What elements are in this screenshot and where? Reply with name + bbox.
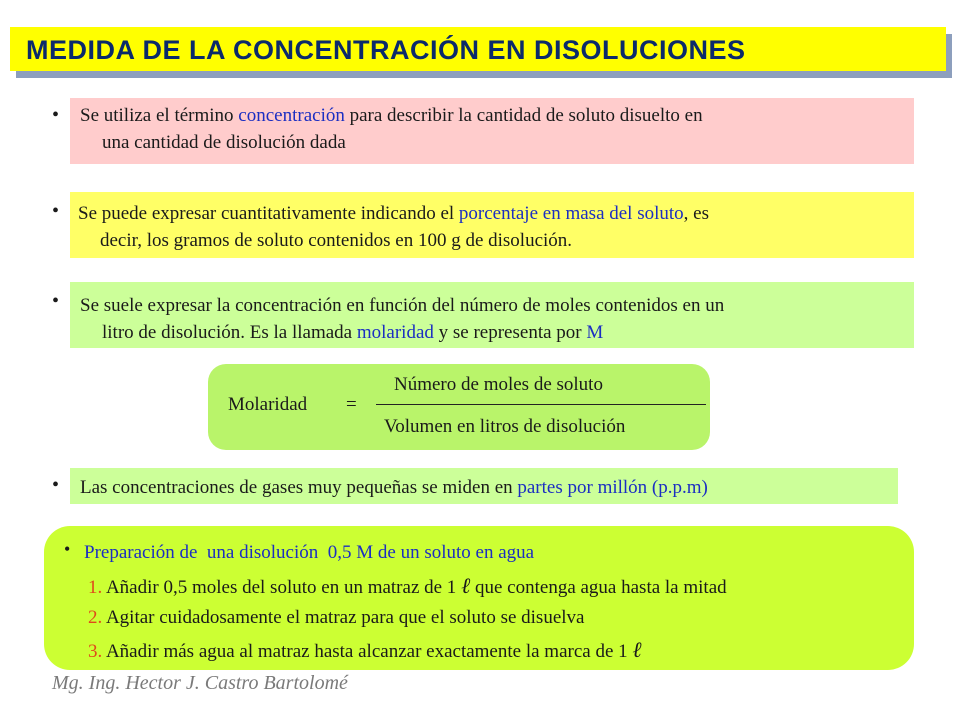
molarity-text bbox=[80, 292, 906, 346]
step-2-number: 2. bbox=[88, 607, 103, 628]
ppm-term: partes por millón (p.p.m) bbox=[517, 477, 708, 498]
concentration-text bbox=[80, 102, 906, 156]
percentage-text-b: , es bbox=[683, 203, 709, 224]
step-2-text: Agitar cuidadosamente el matraz para que el soluto se disuelva bbox=[102, 607, 585, 628]
percentage-text-line2: decir, los gramos de soluto contenidos en 100 g de disolución. bbox=[100, 230, 573, 251]
molarity-term: molaridad bbox=[356, 322, 434, 343]
concentration-text-a: Se utiliza el término bbox=[80, 105, 239, 126]
ppm-text bbox=[80, 474, 900, 501]
step-3-text: Añadir más agua al matraz hasta alcanzar exactamente la marca de 1 bbox=[102, 641, 633, 662]
concentration-text-b: para describir la cantidad de soluto disuelto en bbox=[344, 105, 703, 126]
percentage-text bbox=[78, 200, 906, 254]
molarity-symbol: M bbox=[586, 322, 604, 343]
preparation-heading: Preparación de una disolución 0,5 M de un soluto en agua bbox=[84, 542, 535, 563]
percentage-text-a: Se puede expresar cuantitativamente indicando el bbox=[78, 203, 459, 224]
formula-lhs: Molaridad bbox=[228, 394, 308, 415]
fraction-line bbox=[376, 404, 706, 405]
molarity-text-b: y se representa por bbox=[433, 322, 587, 343]
step-1-text-b: que contenga agua hasta la mitad bbox=[470, 577, 727, 598]
author-footer: Mg. Ing. Hector J. Castro Bartolomé bbox=[52, 672, 348, 694]
bullet-1: • bbox=[52, 104, 60, 126]
ppm-text-a: Las concentraciones de gases muy pequeñas se miden en bbox=[80, 477, 518, 498]
formula-equals: = bbox=[346, 394, 357, 415]
molarity-text-line1: Se suele expresar la concentración en función del número de moles contenidos en un bbox=[80, 295, 725, 316]
bullet-2: • bbox=[52, 200, 60, 222]
concentration-text-line2: una cantidad de disolución dada bbox=[102, 132, 346, 153]
molarity-text-a: litro de disolución. Es la llamada bbox=[102, 322, 357, 343]
liter-symbol-3: ℓ bbox=[632, 637, 642, 662]
bullet-3: • bbox=[52, 290, 60, 312]
preparation-step-1 bbox=[88, 572, 727, 601]
bullet-5: • bbox=[64, 539, 71, 559]
preparation-step-2 bbox=[88, 604, 584, 631]
step-1-text-a: Añadir 0,5 moles del soluto en un matraz de 1 bbox=[102, 577, 462, 598]
preparation-step-3 bbox=[88, 636, 642, 665]
formula-numerator: Número de moles de soluto bbox=[394, 374, 603, 395]
concentration-term: concentración bbox=[238, 105, 345, 126]
liter-symbol-1: ℓ bbox=[461, 573, 471, 598]
molarity-formula bbox=[208, 364, 710, 450]
formula-denominator: Volumen en litros de disolución bbox=[384, 416, 626, 437]
title-bar bbox=[10, 27, 946, 71]
bullet-4: • bbox=[52, 474, 60, 496]
step-1-number: 1. bbox=[88, 577, 103, 598]
percentage-term: porcentaje en masa del soluto bbox=[458, 203, 684, 224]
page-title: MEDIDA DE LA CONCENTRACIÓN EN DISOLUCIONES bbox=[26, 35, 746, 65]
step-3-number: 3. bbox=[88, 641, 103, 662]
